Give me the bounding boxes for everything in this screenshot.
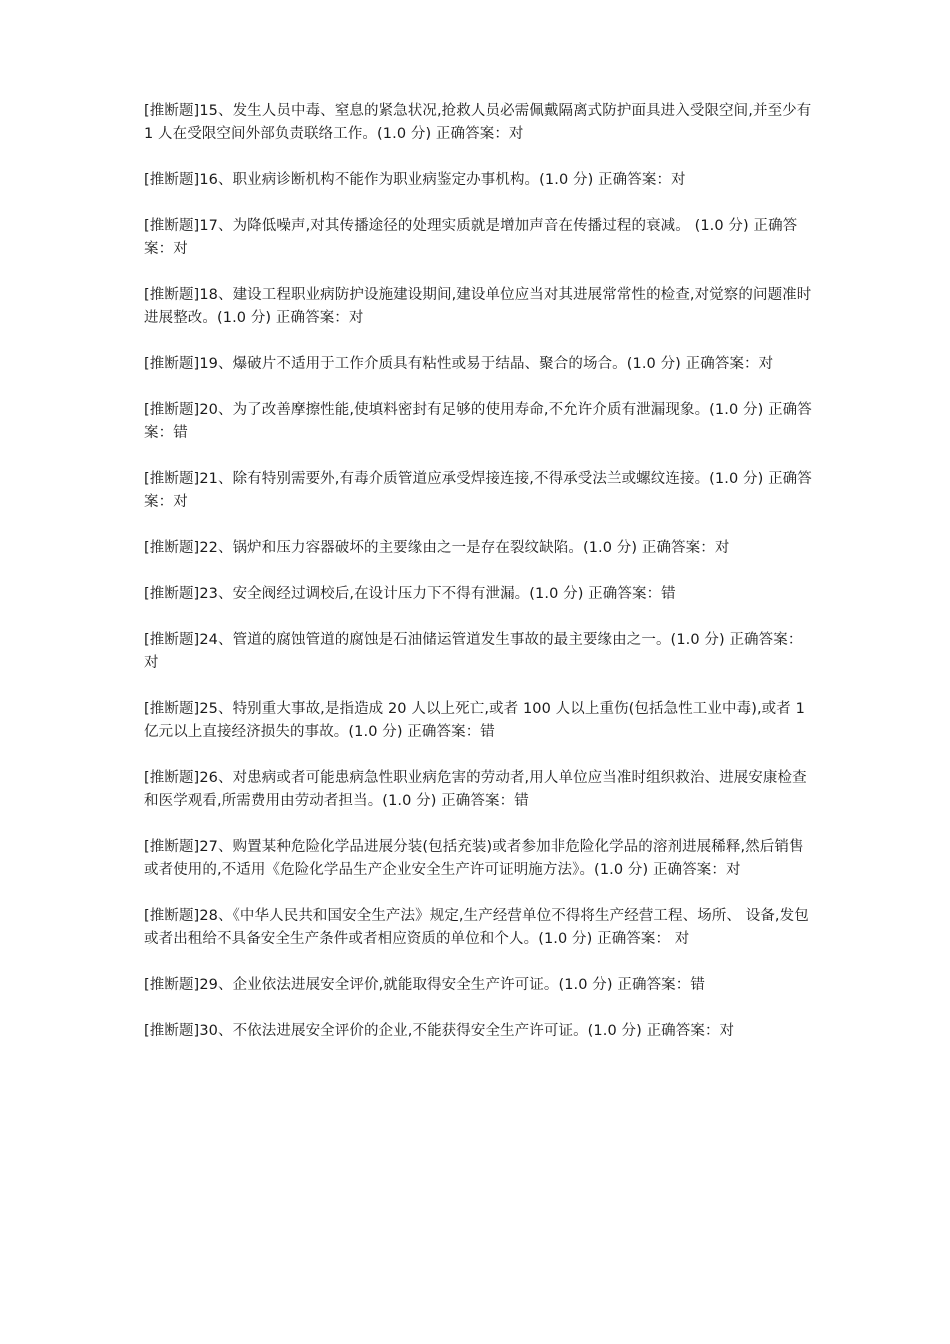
question-26: [推断题]26、对患病或者可能患病急性职业病危害的劳动者,用人单位应当准时组织救治、进展安康检查和医学观看,所需费用由劳动者担当。(1.0 分) 正确答案：错 [144,770,807,809]
question-list [144,100,812,1066]
question-19: [推断题]19、爆破片不适用于工作介质具有粘性或易于结晶、聚合的场合。(1.0 分) 正确答案：对 [144,356,774,372]
question-24: [推断题]24、管道的腐蚀管道的腐蚀是石油储运管道发生事故的最主要缘由之一。(1.0 分) 正确答案：对 [144,632,803,671]
question-21: [推断题]21、除有特别需要外,有毒介质管道应承受焊接连接,不得承受法兰或螺纹连接。(1.0 分) 正确答案：对 [144,471,812,510]
question-22: [推断题]22、锅炉和压力容器破坏的主要缘由之一是存在裂纹缺陷。(1.0 分) 正确答案：对 [144,540,730,556]
question-15: [推断题]15、发生人员中毒、窒息的紧急状况,抢救人员必需佩戴隔离式防护面具进入受限空间,并至少有 1 人在受限空间外部负责联络工作。(1.0 分) 正确答案：对 [144,103,812,142]
question-25: [推断题]25、特别重大事故,是指造成 20 人以上死亡,或者 100 人以上重伤(包括急性工业中毒),或者 1 亿元以上直接经济损失的事故。(1.0 分) 正确答案：错 [144,701,805,740]
question-18: [推断题]18、建设工程职业病防护设施建设期间,建设单位应当对其进展常常性的检查,对觉察的问题准时进展整改。(1.0 分) 正确答案：对 [144,287,812,326]
question-16: [推断题]16、职业病诊断机构不能作为职业病鉴定办事机构。(1.0 分) 正确答案：对 [144,172,686,188]
question-20: [推断题]20、为了改善摩擦性能,使填料密封有足够的使用寿命,不允许介质有泄漏现象。(1.0 分) 正确答案：错 [144,402,812,441]
question-27: [推断题]27、购置某种危险化学品进展分装(包括充装)或者参加非危险化学品的溶剂进展稀释,然后销售或者使用的,不适用《危险化学品生产企业安全生产许可证明施方法》。(1.0 分) 正确答案：对 [144,839,804,878]
question-29: [推断题]29、企业依法进展安全评价,就能取得安全生产许可证。(1.0 分) 正确答案：错 [144,977,705,993]
question-30: [推断题]30、不依法进展安全评价的企业,不能获得安全生产许可证。(1.0 分) 正确答案：对 [144,1023,735,1039]
question-17: [推断题]17、为降低噪声,对其传播途径的处理实质就是增加声音在传播过程的衰减。 (1.0 分) 正确答案：对 [144,218,798,257]
question-23: [推断题]23、安全阀经过调校后,在设计压力下不得有泄漏。(1.0 分) 正确答案：错 [144,586,676,602]
question-28: [推断题]28、《中华人民共和国安全生产法》规定,生产经营单位不得将生产经营工程、场所、 设备,发包或者出租给不具备安全生产条件或者相应资质的单位和个人。(1.0 分) 正确答案： 对 [144,908,809,947]
